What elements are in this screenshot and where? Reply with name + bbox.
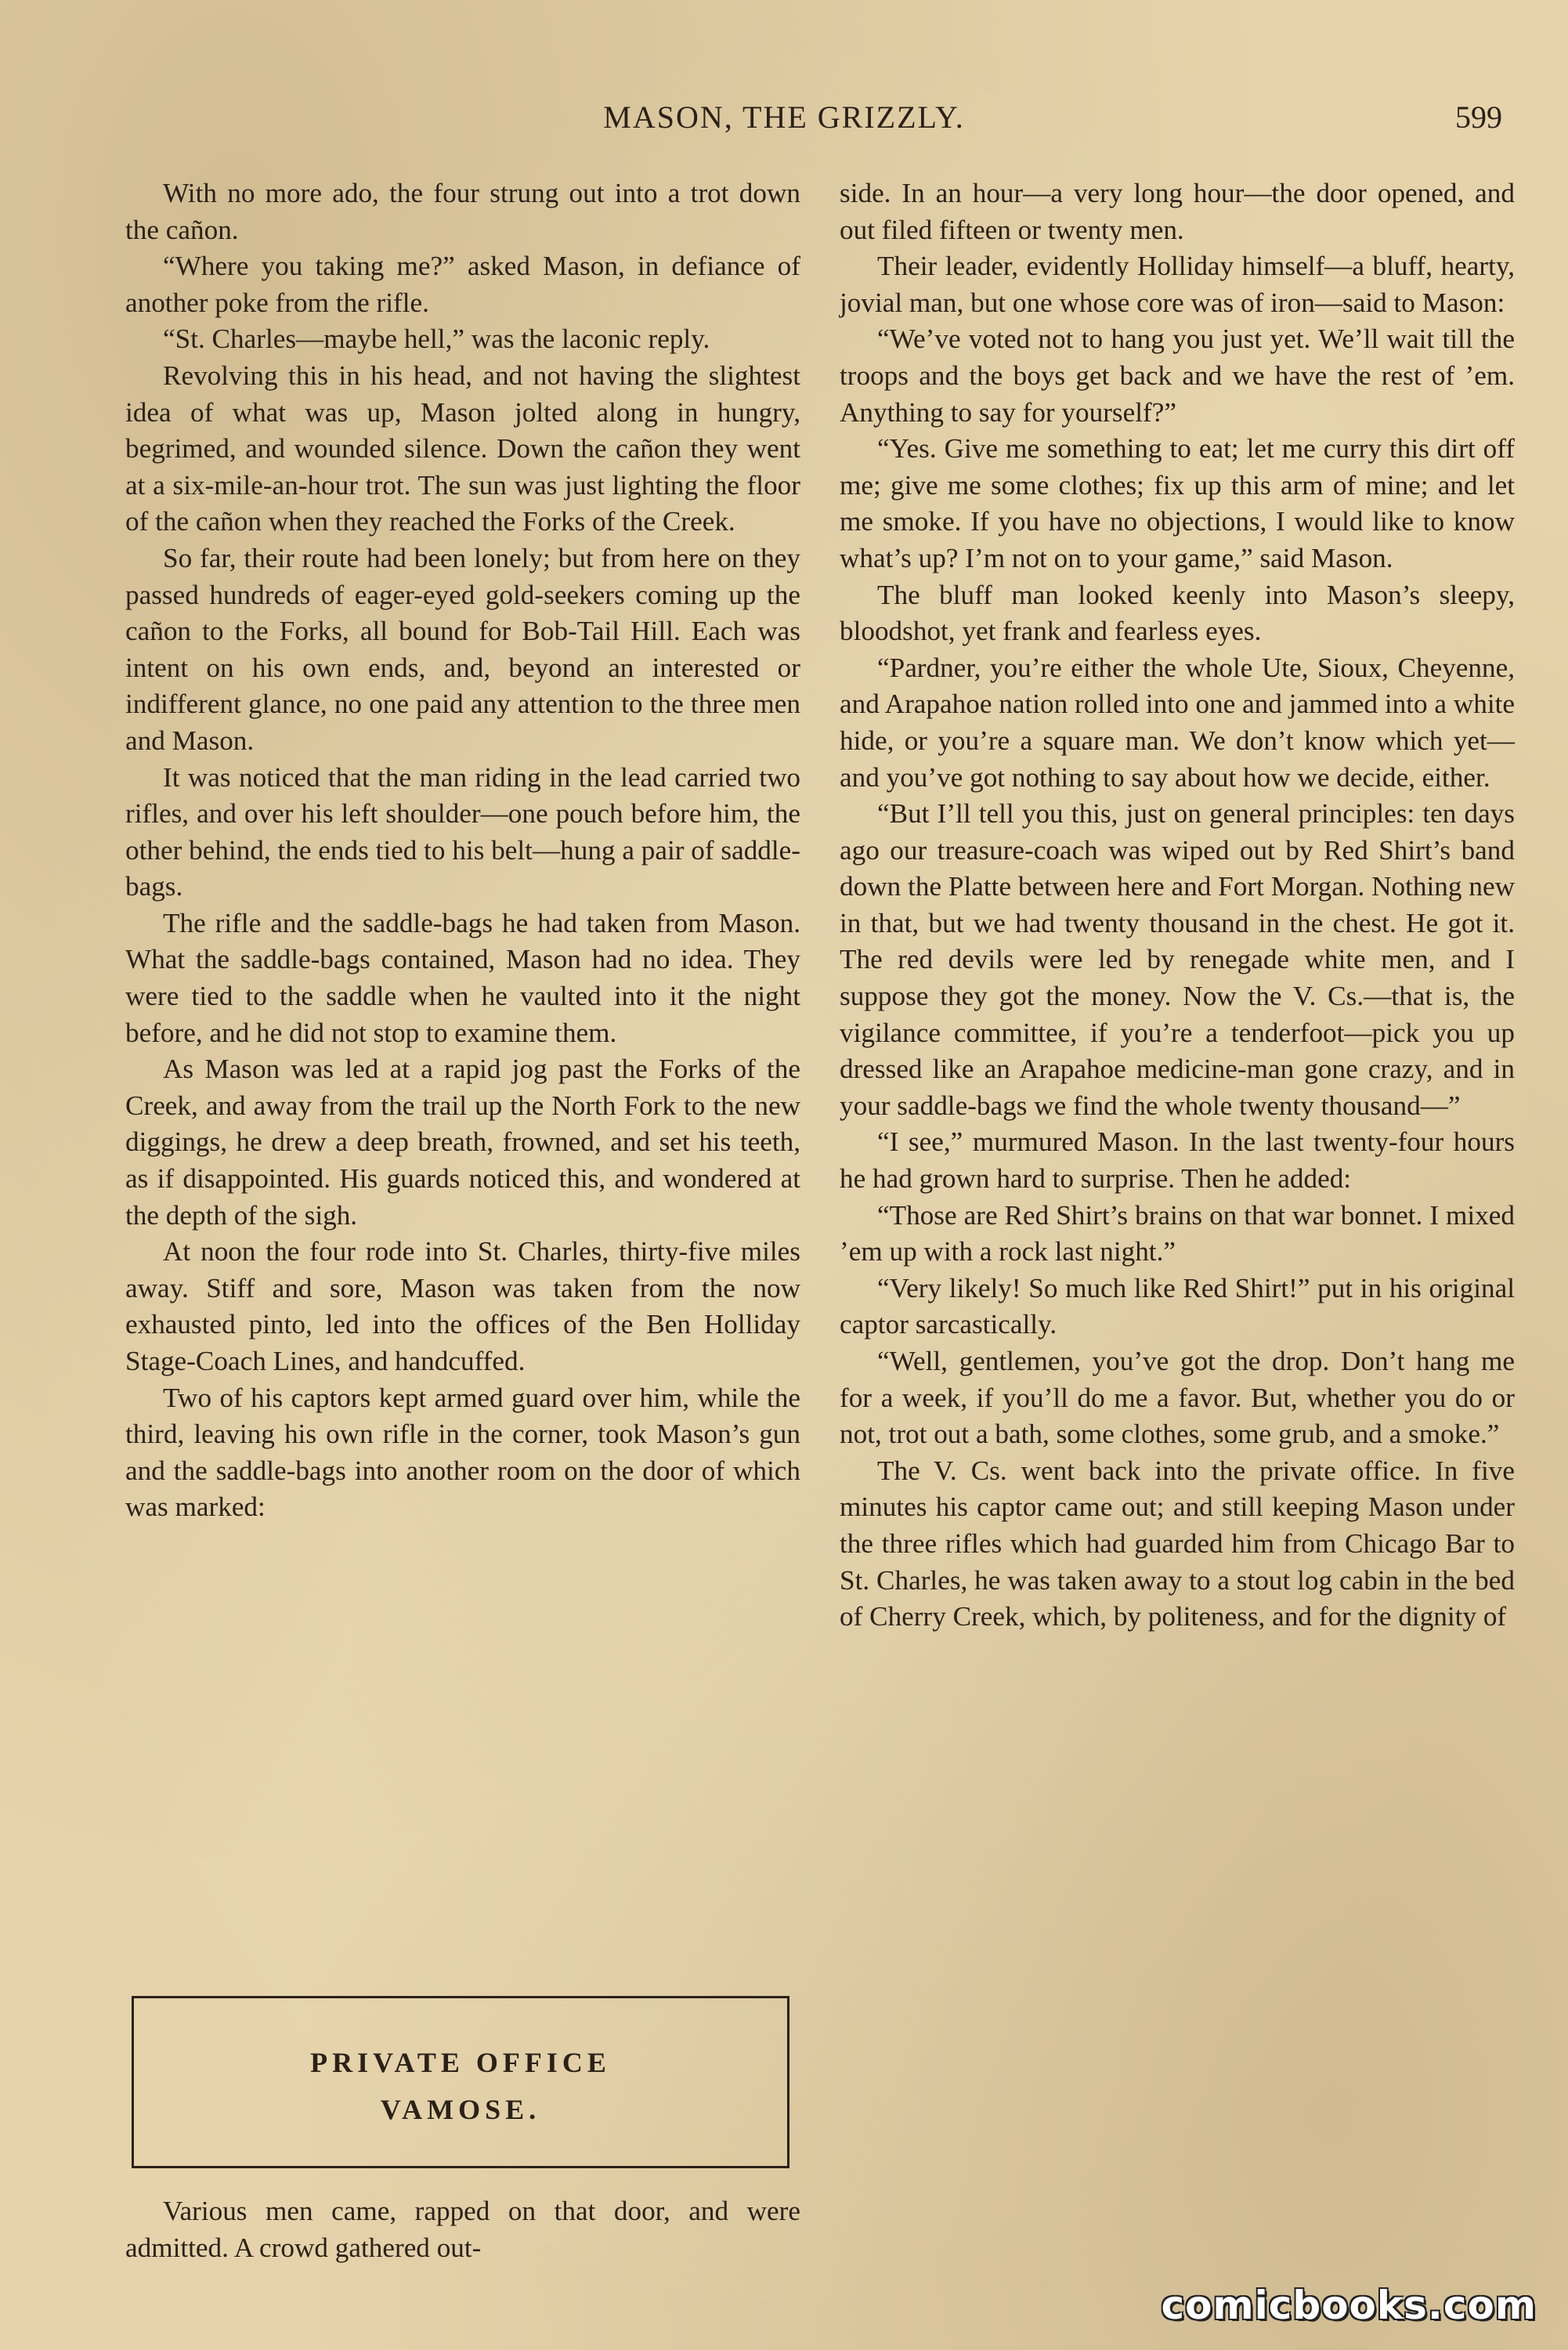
paragraph: The bluff man looked keenly into Mason’s sleepy, bloodshot, yet frank and fearless eyes. xyxy=(840,579,1515,647)
paragraph: The rifle and the saddle-bags he had taken from Mason. What the saddle-bags contained, Mason had no idea. They were tied to the saddle when he vaulted into it the night before, and he did not stop to examine them. xyxy=(125,907,800,1048)
paragraph: Various men came, rapped on that door, and were admitted. A crowd gathered out- xyxy=(125,2196,800,2263)
private-office-sign xyxy=(132,1996,789,2168)
paragraph: As Mason was led at a rapid jog past the Forks of the Creek, and away from the trail up the North Fork to the new diggings, he drew a deep breath, frowned, and set his teeth, as if disappointed. His guards noticed this, and wondered at the depth of the sigh. xyxy=(125,1054,800,1231)
paragraph: “I see,” murmured Mason. In the last twenty-four hours he had grown hard to surprise. Then he added: xyxy=(840,1126,1515,1195)
paragraph: Two of his captors kept armed guard over him, while the third, leaving his own rifle in the corner, took Mason’s gun and the saddle-bags into another room on the door of which was marked: xyxy=(125,1382,800,1523)
running-head xyxy=(0,92,1568,139)
paragraph: “Pardner, you’re either the whole Ute, Sioux, Cheyenne, and Arapahoe nation rolled into one and jammed into a white hide, or you’re a square man. We don’t know which yet—and you’ve got nothing to say about how we decide, either. xyxy=(840,652,1515,793)
paragraph: “Yes. Give me something to eat; let me curry this dirt off me; give me some clothes; fix up this arm of mine; and let me smoke. If you have no objections, I would like to know what’s up? I’m not on to your game,” said Mason. xyxy=(840,433,1515,573)
paragraph: Revolving this in his head, and not having the slightest idea of what was up, Mason jolted along in hungry, begrimed, and wounded silence. Down the cañon they went at a six-mile-an-hour trot. The sun was just lighting the floor of the cañon when they reached the Forks of the Creek. xyxy=(125,360,800,537)
paragraph: “St. Charles—maybe hell,” was the laconic reply. xyxy=(163,324,710,355)
watermark: comicbooks.com xyxy=(1161,2283,1537,2328)
paragraph: “Well, gentlemen, you’ve got the drop. Don’t hang me for a week, if you’ll do me a favor. But, whether you do or not, trot out a bath, some clothes, some grub, and a smoke.” xyxy=(840,1346,1515,1450)
paragraph: With no more ado, the four strung out into a trot down the cañon. xyxy=(125,178,800,245)
left-column xyxy=(125,175,800,1526)
paragraph: side. In an hour—a very long hour—the door opened, and out filed fifteen or twenty men. xyxy=(840,178,1515,245)
paragraph: Their leader, evidently Holliday himself—a bluff, hearty, jovial man, but one whose core was of iron—said to Mason: xyxy=(840,251,1515,318)
sign-line-private-office: PRIVATE OFFICE xyxy=(310,2047,611,2078)
paragraph: “Those are Red Shirt’s brains on that war bonnet. I mixed ’em up with a rock last night.” xyxy=(840,1199,1515,1267)
page-number: 599 xyxy=(1455,99,1502,135)
right-column xyxy=(840,175,1515,1636)
sign-line-vamose: VAMOSE. xyxy=(380,2094,541,2125)
page-title: MASON, THE GRIZZLY. xyxy=(603,99,965,135)
paragraph: “Very likely! So much like Red Shirt!” put in his original captor sarcastically. xyxy=(840,1272,1515,1340)
paragraph: “We’ve voted not to hang you just yet. We’ll wait till the troops and the boys get back and we have the rest of ’em. Anything to say for yourself?” xyxy=(840,324,1515,428)
paragraph: So far, their route had been lonely; but from here on they passed hundreds of eager-eyed gold-seekers coming up the cañon to the Forks, all bound for Bob-Tail Hill. Each was intent on his own ends, and, beyond an interested or indifferent glance, no one paid any attention to the three men and Mason. xyxy=(125,542,800,756)
left-column-continued xyxy=(125,2193,800,2266)
paragraph: The V. Cs. went back into the private office. In five minutes his captor came out; and still keeping Mason under the three rifles which had guarded him from Chicago Bar to St. Charles, he was taken away to a stout log cabin in the bed of Cherry Creek, which, by politeness, and for the dignity of xyxy=(840,1455,1515,1632)
paragraph: “But I’ll tell you this, just on general principles: ten days ago our treasure-coach was wiped out by Red Shirt’s band down the Platte between here and Fort Morgan. Nothing new in that, but we had twenty thousand in the chest. He got it. The red devils were led by renegade white men, and I suppose they got the money. Now the V. Cs.—that is, the vigilance committee, if you’re a tenderfoot—pick you up dressed like an Arapahoe medicine-man gone crazy, and in your saddle-bags we find the whole twenty thousand—” xyxy=(840,798,1515,1121)
paragraph: It was noticed that the man riding in the lead carried two rifles, and over his left shoulder—one pouch before him, the other behind, the ends tied to his belt—hung a pair of saddle-bags. xyxy=(125,761,800,902)
paragraph: “Where you taking me?” asked Mason, in defiance of another poke from the rifle. xyxy=(125,251,800,318)
paragraph: At noon the four rode into St. Charles, thirty-five miles away. Stiff and sore, Mason was taken from the now exhausted pinto, led into the offices of the Ben Holliday Stage-Coach Lines, and handcuffed. xyxy=(125,1236,800,1376)
